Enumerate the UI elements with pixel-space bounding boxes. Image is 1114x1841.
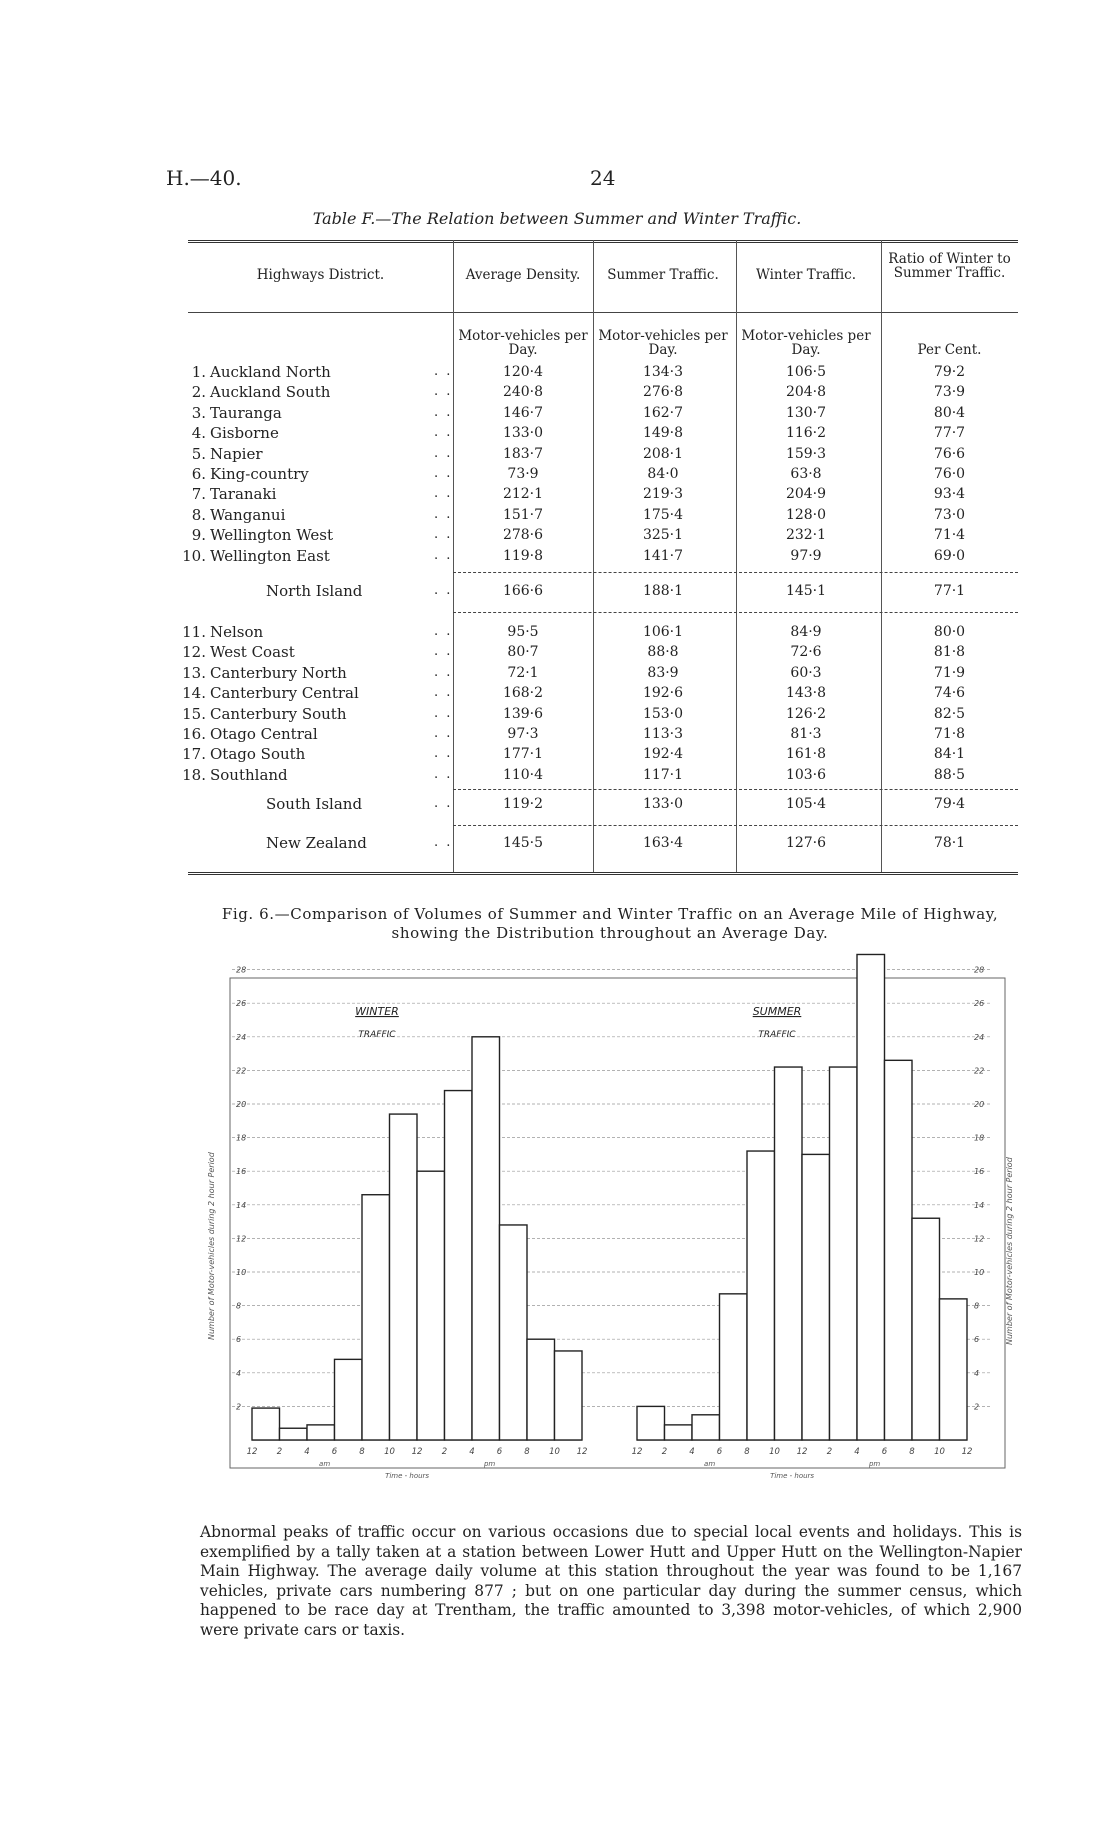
- x-tick-label: 12: [796, 1447, 808, 1457]
- histogram-bar: [307, 1425, 335, 1440]
- total-cell: 163·4: [642, 835, 684, 851]
- total-cell: 188·1: [642, 583, 684, 599]
- table-cell: 97·3: [507, 726, 539, 742]
- table-cell: 77·7: [933, 425, 966, 442]
- table-cell: 103·6: [785, 766, 827, 783]
- table-cell: 84·9: [790, 624, 822, 640]
- leader-dots: . .: [434, 583, 453, 598]
- district-name: Canterbury Central: [210, 684, 359, 703]
- histogram-bar: [912, 1218, 940, 1440]
- total-cell: 119·2: [502, 796, 544, 812]
- x-tick-label: 4: [689, 1447, 695, 1457]
- y-tick-label-left: 20: [236, 1100, 247, 1109]
- histogram-bar: [362, 1195, 390, 1440]
- table-cell: 82·5: [933, 705, 966, 722]
- row-number: 8.: [191, 505, 206, 524]
- row-number: 17.: [182, 745, 206, 764]
- histogram-bar: [885, 1060, 913, 1440]
- row-number: 18.: [182, 765, 206, 784]
- table-caption: Table F.—The Relation between Summer and Winter Traffic.: [312, 209, 802, 228]
- table-bottom-rule: [188, 872, 1018, 875]
- table-cell: 133·0: [502, 425, 544, 442]
- column-header: Average Density.: [465, 267, 581, 283]
- table-cell: 146·7: [502, 404, 544, 421]
- series-label: WINTER: [355, 1005, 399, 1018]
- table-cell: 208·1: [642, 445, 684, 462]
- table-cell: 175·4: [642, 506, 684, 523]
- table-cell: 151·7: [502, 506, 544, 523]
- leader-dots: . .: [434, 624, 453, 639]
- table-cell: 143·8: [785, 685, 827, 702]
- table-cell: 128·0: [785, 506, 827, 523]
- row-number: 15.: [182, 704, 206, 723]
- district-name: Wellington East: [210, 546, 330, 565]
- table-cell: 97·9: [790, 547, 822, 564]
- traffic-histogram-svg: [207, 965, 1014, 1500]
- table-cell: 192·4: [642, 746, 684, 763]
- table-cell: 76·0: [933, 466, 966, 482]
- histogram-bar: [527, 1339, 555, 1440]
- district-name: Auckland North: [210, 363, 331, 381]
- leader-dots: . .: [434, 766, 453, 782]
- table-cell: 71·8: [933, 726, 966, 742]
- y-tick-label-right: 26: [974, 999, 985, 1009]
- row-number: 11.: [182, 623, 206, 641]
- histogram-bar: [665, 1425, 693, 1440]
- leader-dots: . .: [434, 425, 453, 441]
- table-cell: 63·8: [790, 466, 822, 482]
- section-rule: [453, 789, 1018, 790]
- histogram-bar: [335, 1359, 363, 1440]
- table-cell: 119·8: [502, 547, 544, 564]
- x-tick-label: 4: [304, 1447, 310, 1457]
- total-cell: 166·6: [502, 583, 544, 599]
- table-cell: 149·8: [642, 425, 684, 442]
- y-tick-label-right: 8: [974, 1301, 980, 1311]
- total-cell: 79·4: [933, 796, 966, 812]
- table-cell: 72·1: [507, 664, 539, 681]
- table-cell: 73·9: [507, 466, 539, 482]
- table-cell: 93·4: [933, 486, 966, 503]
- table-cell: 162·7: [642, 404, 684, 421]
- district-name: Wellington West: [210, 526, 334, 545]
- table-cell: 113·3: [642, 726, 684, 742]
- table-cell: 192·6: [642, 685, 684, 702]
- histogram-bar: [940, 1299, 968, 1440]
- table-cell: 73·0: [933, 506, 966, 523]
- table-cell: 71·9: [933, 664, 966, 681]
- leader-dots: . .: [434, 746, 453, 762]
- table-cell: 117·1: [642, 766, 684, 783]
- table-cell: 80·4: [933, 404, 966, 421]
- table-cell: 120·4: [502, 364, 544, 380]
- summer-winter-table: [182, 240, 1018, 880]
- y-tick-label-left: 24: [236, 1032, 247, 1042]
- table-top-rule: [188, 240, 1018, 243]
- am-label: am: [319, 1460, 331, 1468]
- row-number: 3.: [191, 403, 206, 422]
- histogram-bar: [802, 1154, 830, 1440]
- column-header: Summer Traffic.: [607, 267, 719, 283]
- leader-dots: . .: [434, 466, 453, 481]
- y-tick-label-left: 28: [236, 965, 247, 975]
- district-name: Taranaki: [210, 485, 277, 504]
- x-tick-label: 12: [961, 1447, 973, 1457]
- x-tick-label: 8: [524, 1447, 530, 1457]
- table-cell: 88·8: [647, 644, 679, 661]
- y-tick-label-right: 28: [974, 965, 985, 975]
- histogram-bar: [857, 954, 885, 1440]
- x-tick-label: 6: [716, 1447, 723, 1457]
- y-tick-label-right: 6: [974, 1335, 980, 1345]
- x-tick-label: 8: [744, 1447, 750, 1457]
- x-tick-label: 2: [826, 1447, 833, 1457]
- leader-dots: . .: [434, 644, 453, 660]
- y-tick-label-right: 20: [974, 1100, 985, 1109]
- y-tick-label-right: 16: [974, 1167, 985, 1177]
- y-tick-label-right: 14: [974, 1200, 985, 1210]
- y-tick-label-right: 2: [974, 1402, 980, 1412]
- row-number: 14.: [182, 684, 206, 703]
- histogram-bar: [555, 1351, 583, 1440]
- x-axis-title: Time - hours: [385, 1472, 430, 1480]
- x-tick-label: 2: [661, 1447, 668, 1457]
- x-tick-label: 8: [909, 1447, 915, 1457]
- y-tick-label-right: 10: [974, 1268, 985, 1277]
- unit-label: Motor-vehicles per Day.: [598, 328, 728, 358]
- y-tick-label-right: 22: [974, 1066, 985, 1076]
- x-tick-label: 4: [854, 1447, 860, 1457]
- x-tick-label: 4: [469, 1447, 475, 1457]
- table-cell: 76·6: [933, 445, 966, 462]
- table-cell: 204·9: [785, 486, 827, 503]
- y-tick-label-right: 24: [974, 1032, 985, 1042]
- histogram-bar: [747, 1151, 775, 1440]
- district-name: Tauranga: [210, 403, 282, 422]
- y-tick-label-right: 4: [974, 1368, 980, 1378]
- total-cell: 78·1: [933, 835, 966, 851]
- table-cell: 141·7: [642, 547, 684, 564]
- table-cell: 134·3: [642, 364, 684, 380]
- district-name: Otago South: [210, 745, 306, 764]
- district-name: Napier: [210, 444, 263, 463]
- x-tick-label: 6: [881, 1447, 888, 1457]
- x-tick-label: 12: [246, 1447, 258, 1457]
- histogram-bar: [417, 1171, 445, 1440]
- leader-dots: . .: [434, 384, 453, 400]
- y-tick-label-left: 10: [236, 1268, 247, 1277]
- histogram-bar: [445, 1091, 473, 1440]
- histogram-bar: [775, 1067, 803, 1440]
- x-tick-label: 6: [331, 1447, 338, 1457]
- district-name: King-country: [210, 465, 309, 483]
- x-tick-label: 12: [631, 1447, 643, 1457]
- row-number: 7.: [191, 485, 206, 504]
- table-cell: 110·4: [502, 766, 544, 783]
- column-header: Winter Traffic.: [755, 267, 857, 283]
- table-cell: 95·5: [507, 624, 539, 640]
- y-tick-label-left: 14: [236, 1200, 247, 1210]
- x-tick-label: 12: [411, 1447, 423, 1457]
- am-label: am: [704, 1460, 716, 1468]
- column-header: Highways District.: [256, 267, 385, 283]
- x-tick-label: 8: [359, 1447, 365, 1457]
- y-tick-label-left: 2: [236, 1402, 242, 1412]
- histogram-bar: [500, 1225, 528, 1440]
- table-cell: 83·9: [647, 664, 679, 681]
- histogram-bar: [692, 1415, 720, 1440]
- table-cell: 106·1: [642, 624, 684, 640]
- unit-label: Per Cent.: [917, 342, 982, 358]
- column-header: Ratio of Winter to Summer Traffic.: [888, 251, 1011, 281]
- unit-label: Motor-vehicles per Day.: [741, 328, 871, 358]
- district-name: Canterbury South: [210, 704, 347, 723]
- table-cell: 177·1: [502, 746, 544, 763]
- table-cell: 183·7: [502, 445, 544, 462]
- histogram-bar: [720, 1294, 748, 1440]
- y-tick-label-left: 22: [236, 1066, 247, 1076]
- x-axis-title: Time - hours: [770, 1472, 815, 1480]
- table-cell: 153·0: [642, 705, 684, 722]
- row-number: 10.: [182, 546, 206, 565]
- leader-dots: . .: [434, 547, 453, 563]
- table-cell: 240·8: [502, 384, 544, 401]
- total-label: North Island: [266, 582, 363, 600]
- row-number: 16.: [182, 725, 206, 743]
- leader-dots: . .: [434, 664, 453, 680]
- table-cell: 80·7: [507, 644, 539, 661]
- report-reference: H.—40.: [166, 166, 242, 190]
- table-cell: 60·3: [790, 664, 822, 681]
- pm-label: pm: [868, 1460, 881, 1468]
- total-cell: 127·6: [785, 835, 827, 851]
- series-label: TRAFFIC: [758, 1030, 796, 1040]
- table-cell: 325·1: [642, 527, 684, 544]
- table-cell: 278·6: [502, 527, 544, 544]
- y-tick-label-left: 16: [236, 1167, 247, 1177]
- table-cell: 72·6: [790, 644, 822, 661]
- district-name: Auckland South: [210, 383, 331, 402]
- district-name: West Coast: [210, 643, 295, 662]
- total-cell: 133·0: [642, 796, 684, 812]
- total-label: South Island: [266, 795, 363, 813]
- total-cell: 105·4: [785, 796, 827, 812]
- x-tick-label: 10: [769, 1447, 780, 1457]
- table-header-rule: [188, 312, 1018, 313]
- table-cell: 106·5: [785, 364, 827, 380]
- page-number: 24: [590, 166, 616, 190]
- x-tick-label: 10: [384, 1447, 395, 1457]
- leader-dots: . .: [434, 705, 453, 721]
- table-cell: 232·1: [785, 527, 827, 544]
- x-tick-label: 2: [276, 1447, 283, 1457]
- pm-label: pm: [483, 1460, 496, 1468]
- table-cell: 71·4: [933, 527, 966, 544]
- histogram-bar: [472, 1037, 500, 1440]
- table-cell: 73·9: [933, 384, 966, 401]
- leader-dots: . .: [434, 506, 453, 522]
- y-tick-label-left: 26: [236, 999, 247, 1009]
- leader-dots: . .: [434, 445, 453, 461]
- histogram-bar: [637, 1406, 665, 1440]
- unit-label: Motor-vehicles per Day.: [458, 328, 588, 358]
- traffic-histogram-figure: [207, 965, 1014, 1504]
- total-cell: 145·5: [502, 835, 544, 851]
- table-cell: 88·5: [933, 766, 966, 783]
- row-number: 12.: [182, 643, 206, 662]
- leader-dots: . .: [434, 404, 453, 420]
- table-cell: 159·3: [785, 445, 827, 462]
- row-number: 13.: [182, 663, 206, 682]
- row-number: 4.: [191, 424, 206, 443]
- y-tick-label-right: 12: [974, 1234, 985, 1244]
- histogram-bar: [390, 1114, 418, 1440]
- total-cell: 77·1: [933, 583, 966, 599]
- section-rule: [453, 612, 1018, 613]
- histogram-bar: [252, 1408, 280, 1440]
- table-cell: 168·2: [502, 685, 544, 702]
- y-tick-label-left: 18: [236, 1133, 247, 1143]
- section-rule: [453, 825, 1018, 826]
- leader-dots: . .: [434, 796, 453, 811]
- leader-dots: . .: [434, 486, 453, 502]
- table-cell: 79·2: [933, 364, 966, 380]
- histogram-bar: [280, 1428, 308, 1440]
- total-label: New Zealand: [266, 834, 367, 852]
- table-cell: 212·1: [502, 486, 544, 503]
- histogram-bar: [830, 1067, 858, 1440]
- x-tick-label: 12: [576, 1447, 588, 1457]
- table-cell: 80·0: [933, 624, 966, 640]
- y-tick-label-left: 8: [236, 1301, 242, 1311]
- district-name: Southland: [210, 765, 288, 784]
- y-tick-label-right: 18: [974, 1133, 985, 1143]
- table-cell: 130·7: [785, 404, 827, 421]
- district-name: Canterbury North: [210, 663, 347, 682]
- table-cell: 84·1: [933, 746, 966, 763]
- table-cell: 81·8: [933, 644, 966, 661]
- table-cell: 116·2: [785, 425, 827, 442]
- x-tick-label: 10: [934, 1447, 945, 1457]
- section-rule: [453, 572, 1018, 573]
- table-cell: 69·0: [933, 547, 966, 564]
- table-cell: 84·0: [647, 466, 679, 482]
- y-axis-title-right: Number of Motor-vehicles during 2 hour Period: [1005, 1157, 1014, 1345]
- figure-caption: Fig. 6.—Comparison of Volumes of Summer and Winter Traffic on an Average Mile of Highway, showing the Distribution throughout an Average Day.: [221, 905, 999, 942]
- district-name: Wanganui: [210, 505, 286, 524]
- x-tick-label: 6: [496, 1447, 503, 1457]
- row-number: 6.: [191, 465, 206, 483]
- row-number: 9.: [191, 526, 206, 545]
- table-cell: 161·8: [785, 746, 827, 763]
- table-cell: 139·6: [502, 705, 544, 722]
- table-cell: 219·3: [642, 486, 684, 503]
- table-cell: 276·8: [642, 384, 684, 401]
- table-cell: 126·2: [785, 705, 827, 722]
- y-tick-label-left: 4: [236, 1368, 242, 1378]
- table-cell: 81·3: [790, 726, 822, 742]
- series-label: TRAFFIC: [358, 1030, 396, 1040]
- district-name: Otago Central: [210, 725, 318, 743]
- y-tick-label-left: 6: [236, 1335, 242, 1345]
- x-tick-label: 2: [441, 1447, 448, 1457]
- y-tick-label-left: 12: [236, 1234, 247, 1244]
- leader-dots: . .: [434, 685, 453, 701]
- table-cell: 204·8: [785, 384, 827, 401]
- leader-dots: . .: [434, 364, 453, 379]
- district-name: Nelson: [210, 623, 264, 641]
- total-cell: 145·1: [785, 583, 827, 599]
- leader-dots: . .: [434, 527, 453, 543]
- x-tick-label: 10: [549, 1447, 560, 1457]
- y-axis-title-left: Number of Motor-vehicles during 2 hour Period: [207, 1152, 216, 1340]
- body-paragraph: Abnormal peaks of traffic occur on various occasions due to special local events and holidays. This is exemplified by a tally taken at a station between Lower Hutt and Upper Hutt on the Wellington-Napier Main Highway. The average daily volume at this station throughout the year was found to be 1,167 vehicles, private cars numbering 877 ; but on one particular day during the summer census, which happened to be race day at Trentham, the traffic amounted to 3,398 motor-vehicles, of which 2,900 were private cars or taxis.: [200, 1523, 1022, 1639]
- series-label: SUMMER: [752, 1005, 802, 1018]
- row-number: 1.: [191, 363, 206, 381]
- table-cell: 74·6: [933, 685, 966, 702]
- row-number: 5.: [191, 444, 206, 463]
- leader-dots: . .: [434, 726, 453, 741]
- leader-dots: . .: [434, 835, 453, 850]
- row-number: 2.: [191, 383, 206, 402]
- district-name: Gisborne: [210, 424, 279, 443]
